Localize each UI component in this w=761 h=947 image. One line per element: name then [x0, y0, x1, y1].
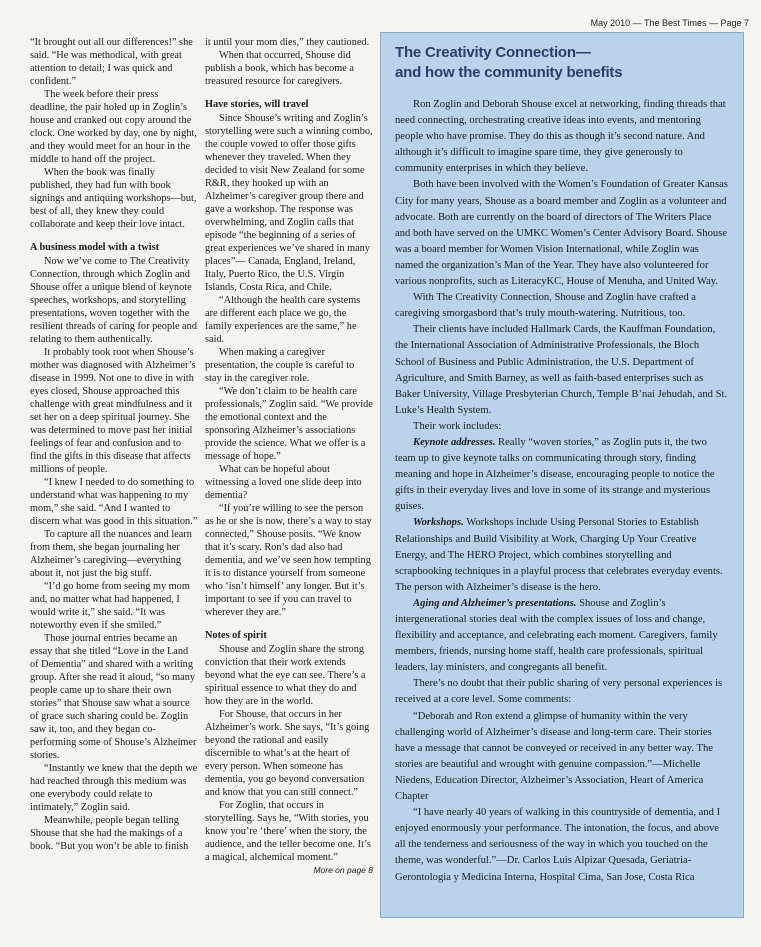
paragraph: There’s no doubt that their public sharing of very personal experiences is received at a core level. Some comments:: [395, 678, 723, 706]
paragraph: “We don’t claim to be health care professionals,” Zoglin said. “We provide the emotional context and the sponsoring Alzheimer’s associations provide the science. What we offer is a message of hope.”: [205, 386, 373, 462]
paragraph: It probably took root when Shouse’s mother was diagnosed with Alzheimer’s disease in 1999. Not one to dive in with eyes closed, Shouse approached this challenge with great mindfulness and it set her on a deep spiritual journey. She was determined to move past her initial feelings of fear and confusion and to find the gifts in this disease that affects millions of people.: [30, 347, 196, 475]
section-heading: Notes of spirit: [205, 630, 267, 641]
sidebar-title: [395, 43, 729, 83]
sidebar-title-line-2: and how the community benefits: [395, 64, 623, 81]
sidebar-box: [380, 32, 744, 918]
paragraph: “Instantly we knew that the depth we had reached through this medium was one everybody could relate to intimately,” Zoglin said.: [30, 763, 198, 813]
paragraph: [395, 515, 729, 595]
paragraph: “I have nearly 40 years of walking in this countryside of dementia, and I enjoyed enormously your performance. The intonation, the focus, and above all the tenderness and seriousness of the way in which you touched on the theme, was wonderful.”—Dr. Carlos Luis Alpizar Quesada, Geriatria-Gerontologia y Medicina Interna, Hospital Cima, San Jose, Costa Rica: [395, 807, 721, 883]
section-heading: Have stories, will travel: [205, 99, 309, 110]
paragraph: The week before their press deadline, the pair holed up in Zoglin’s house and cranked out copy around the clock. One worked by day, one by night, and they would meet for an hour in the middle to hand off the project.: [30, 89, 197, 165]
paragraph: Shouse and Zoglin share the strong conviction that their work extends beyond what the eye can see. There’s a spiritual essence to what they do and how they are in the world.: [205, 644, 366, 707]
paragraph: “It brought out all our differences!” she said. “He was methodical, with great attention to detail; I was quick and confident.”: [30, 37, 193, 87]
paragraph: “Although the health care systems are different each place we go, the family experiences are the same,” he said.: [205, 295, 361, 345]
paragraph: Since Shouse’s writing and Zoglin’s storytelling were such a winning combo, the couple vowed to offer those gifts whenever they traveled. When they decided to visit New Zealand for some R&R, they hooked up with an Alzheimer’s caregiver group there and gave a workshop. The response was overwhelming, and Zoglin calls that episode “the beginning of a series of great experiences we’ve shared in many places”— Canada, England, Ireland, Italy, Puerto Rico, the U.S. Virgin Islands, Costa Rica, and Chile.: [205, 113, 373, 293]
paragraph: [395, 596, 729, 676]
paragraph: With The Creativity Connection, Shouse and Zoglin have crafted a caregiving smorgasbord that’s truly mouth-watering. Nutritious, too.: [395, 292, 696, 320]
paragraph: “I’d go home from seeing my mom and, no matter what had happened, I would write it,” she said. “It was noteworthy even if she smiled.”: [30, 581, 190, 631]
paragraph-text: Shouse and Zoglin’s intergenerational stories deal with the complex issues of loss and change, flexibility and acceptance, and celebrating each moment. Caregivers, family members, friends, nursing home staff, health care professionals, spiritual leaders, lay ministers, and congregants all benefit.: [395, 597, 718, 674]
lead-in: Aging and Alzheimer’s presentations.: [413, 597, 577, 609]
paragraph: Ron Zoglin and Deborah Shouse excel at networking, finding threads that need connecting, orchestrating creative ideas into events, and mentoring people who have promise. They do this as though it’s second nature. And although it’s difficult to imagine spare time, they give generously to community enterprises in which they believe.: [395, 99, 726, 175]
paragraph-text: Really “woven stories,” as Zoglin puts it, the two team up to give keynote talks on communicating through story, finding meaning and hope in Alzheimer’s disease, encouraging people to notice the gifts in their everyday lives and love in some of its strange and mysterious guises.: [395, 436, 715, 513]
paragraph: For Shouse, that occurs in her Alzheimer’s work. She says, “It’s going beyond the rational and easily discernible to what’s at the heart of every person. When someone has dementia, you go beyond conversation and know that you can still connect.”: [205, 709, 370, 798]
paragraph: When that occurred, Shouse did publish a book, which has become a treasured resource for caregivers.: [205, 50, 354, 87]
paragraph: What can be hopeful about witnessing a loved one slide deep into dementia?: [205, 464, 362, 501]
paragraph: Their work includes:: [413, 420, 502, 432]
lead-in: Keynote addresses.: [413, 436, 496, 448]
paragraph: When the book was finally published, they had fun with book signings and antiquing workshops—but, best of all, they knew they could collaborate and keep their love intact.: [30, 167, 197, 230]
section-heading: A business model with a twist: [30, 242, 160, 253]
paragraph: When making a caregiver presentation, the couple is careful to stay in the caregiver role.: [205, 347, 355, 384]
article-column-1: [30, 36, 198, 853]
paragraph: [395, 435, 729, 515]
continued-note: More on page 8: [313, 865, 373, 875]
paragraph: Meanwhile, people began telling Shouse that she had the makings of a book. “But you won’t be able to finish: [30, 815, 189, 852]
paragraph: Their clients have included Hallmark Cards, the Kauffman Foundation, the International Association of Administrative Professionals, the Bloch School of Business and Public Administration, the U.S. Department of Agriculture, and Smith Barney, as well as faith-based enterprises such as Baker University, Village Presbyterian Church, Temple B’nai Jehudah, and St. Luke’s Health System.: [395, 324, 728, 416]
page-header: May 2010 — The Best Times — Page 7: [590, 18, 749, 28]
sidebar-title-line-1: The Creativity Connection—: [395, 44, 591, 61]
paragraph: it until your mom dies,” they cautioned.: [205, 37, 370, 48]
paragraph: For Zoglin, that occurs in storytelling. Says he, “With stories, you know you’re ‘there’ when the story, the audience, and the teller become one. It’s a magical, alchemical moment.”: [205, 800, 371, 863]
paragraph: Now we’ve come to The Creativity Connection, through which Zoglin and Shouse offer a unique blend of keynote speeches, workshops, and storytelling presentations, woven together with the resilient threads of caring for people and relating to them authentically.: [30, 256, 197, 345]
article-column-2: [205, 36, 373, 877]
paragraph: Both have been involved with the Women’s Foundation of Greater Kansas City for many years, Shouse as a board member and Zoglin as a volunteer and advocate. Both are currently on the board of directors of The Writers Place and both have served on the UMKC Women’s Center Advisory Board. Shouse was a board member for Women Vision International, while Zoglin was named the organization’s Man of the Year. They have also volunteered for various nonprofits, such as LiteracyKC, House of Menuha, and United Way.: [395, 179, 728, 288]
lead-in: Workshops.: [413, 517, 464, 529]
paragraph: To capture all the nuances and learn from them, she began journaling her Alzheimer’s caregiving—everything about it, not just the big stuff.: [30, 529, 192, 579]
paragraph-text: Workshops include Using Personal Stories to Establish Relationships and Build Visibility at Work, Charging Up Your Creative Energy, and The HERO Project, which combines storytelling and scrapbooking techniques in a playful process that celebrates everyday events. The person with Alzheimer’s disease is the hero.: [395, 517, 723, 593]
paragraph: “I knew I needed to do something to understand what was happening to my mom,” she said. “And I wanted to discern what was good in this situation.”: [30, 477, 198, 527]
paragraph: “If you’re willing to see the person as he or she is now, there’s a way to stay connected,” Shouse posits. “We know that it’s scary. Ron’s dad also had dementia, and we’ve seen how tempting it is to distance yourself from someone who ‘isn’t himself’ any longer. But it’s important to see if you can travel to wherever they are.”: [205, 503, 372, 618]
paragraph: Those journal entries became an essay that she titled “Love in the Land of Dementia” and shared with a writing group. After she read it aloud, “so many people came up to share their own stories” that Shouse saw what a source of grace such sharing could be. Zoglin saw it, too, and they began co-performing some of Shouse’s Alzheimer stories.: [30, 633, 197, 761]
paragraph: “Deborah and Ron extend a glimpse of humanity within the very challenging world of Alzheimer’s disease and long-term care. Their stories have a message that cannot be conveyed or received in any better way. The stories are beautiful and wrought with genuine compassion.”—Michelle Niedens, Education Director, Alzheimer’s Association, Heart of America Chapter: [395, 710, 713, 803]
